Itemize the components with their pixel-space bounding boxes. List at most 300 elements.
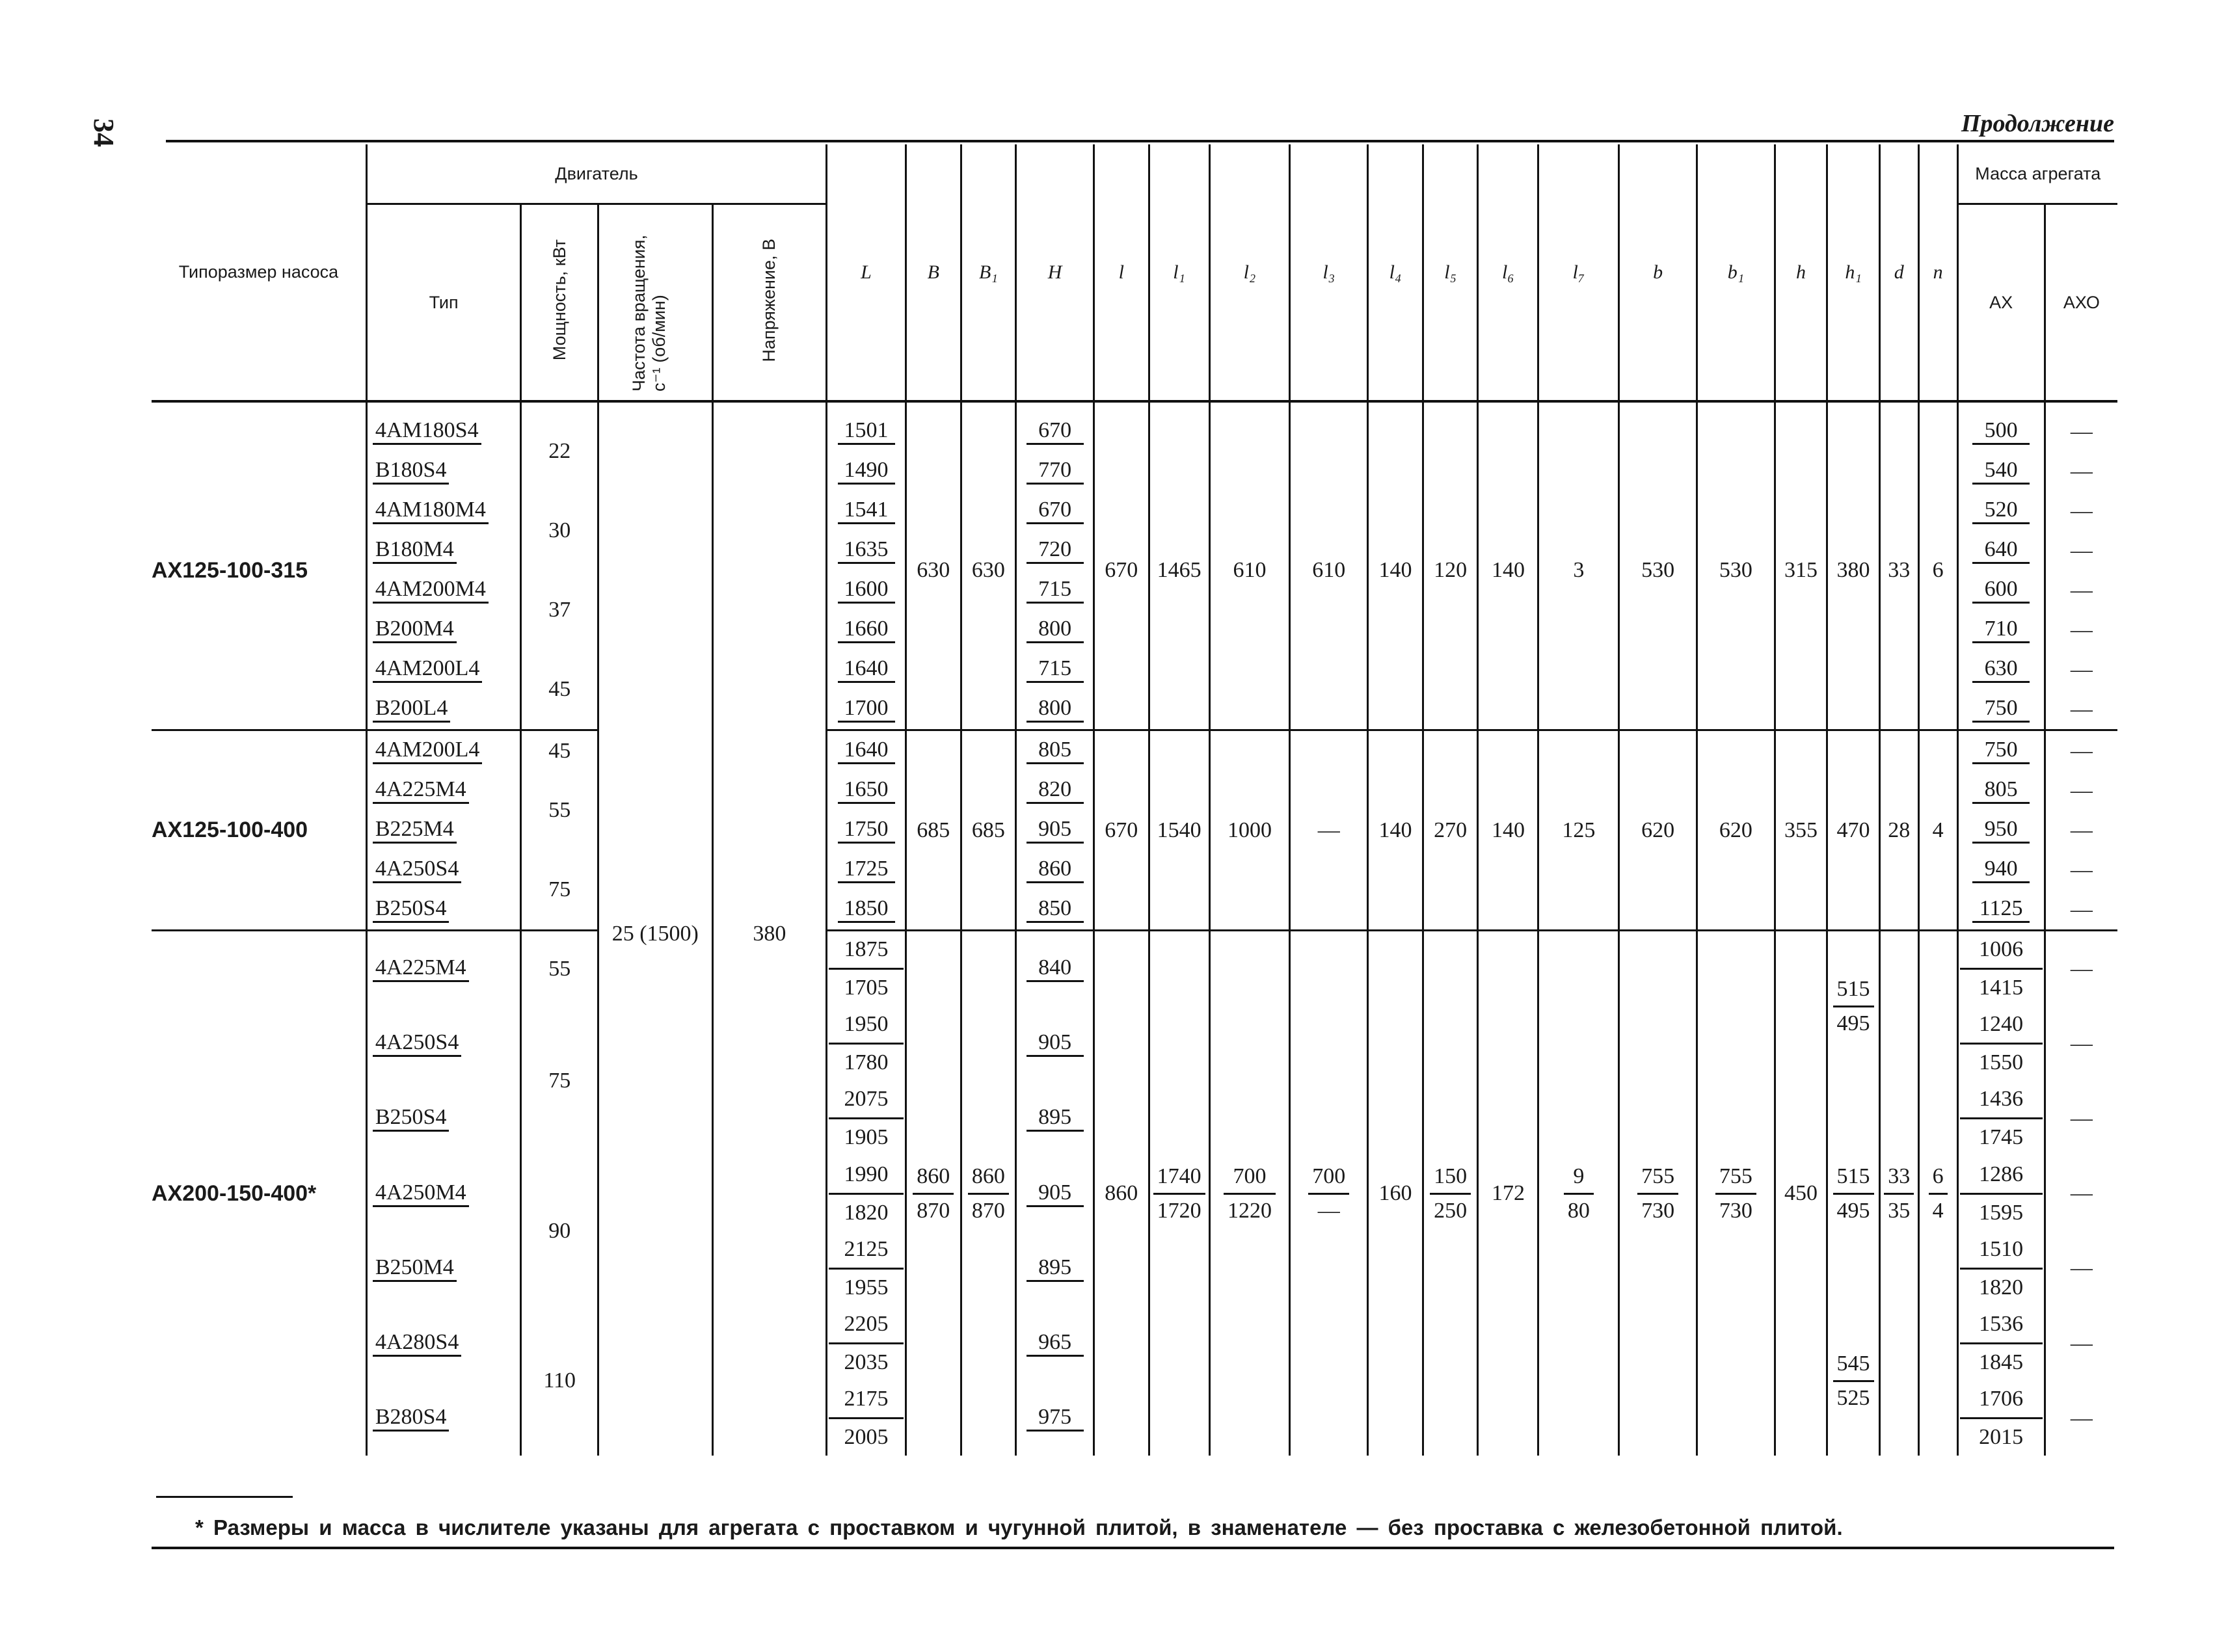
L-cell: [827, 1381, 906, 1456]
mass-axo-cell: [2045, 451, 2117, 491]
mass-axo-value: —: [2070, 578, 2093, 602]
mass-axo-cell: [2045, 570, 2117, 610]
mass-ax-cell: [1957, 531, 2045, 570]
B1-value-cell: [961, 931, 1016, 1456]
motor-type: 4АМ180М4: [373, 498, 489, 524]
mass-axo-cell: [2045, 771, 2117, 810]
mass-ax-value: 750: [1972, 738, 2030, 764]
L-cell: [827, 689, 906, 730]
l4-value: 160: [1378, 1181, 1412, 1206]
L-value: 2125 1955: [829, 1231, 904, 1306]
H-value: 715: [1027, 656, 1084, 683]
mass-ax-cell: [1957, 401, 2045, 451]
H-value: 770: [1027, 458, 1084, 485]
pump-units-table: [152, 144, 2117, 1456]
H-value: 670: [1027, 418, 1084, 445]
mass-axo-value: —: [2070, 697, 2093, 721]
mass-axo-cell: [2045, 1006, 2117, 1081]
L-value: 1950 1780: [829, 1006, 904, 1081]
mass-axo-value: —: [2070, 857, 2093, 882]
power-value: 55: [548, 956, 571, 981]
bottom-rule: [152, 1547, 2114, 1549]
pump-size: АХ125-100-400: [152, 818, 308, 842]
H-cell: [1016, 531, 1094, 570]
l-value: 670: [1105, 558, 1138, 582]
header-l: l: [1094, 144, 1149, 400]
mass-ax-cell: [1957, 810, 2045, 850]
motor-type-cell: [366, 689, 520, 730]
mass-ax-cell: [1957, 491, 2045, 531]
h-value: 355: [1784, 818, 1818, 842]
L-cell: [827, 1006, 906, 1081]
l1-value: 1540: [1157, 818, 1201, 842]
mass-axo-cell: [2045, 850, 2117, 890]
header-l3: l₃: [1290, 144, 1368, 400]
L-cell: [827, 570, 906, 610]
l2-value-cell: [1209, 730, 1290, 931]
b-value-cell: [1619, 730, 1697, 931]
l4-value-cell: [1368, 730, 1423, 931]
mass-axo-value: —: [2070, 459, 2093, 483]
header-voltage: Напряжение, В: [712, 204, 827, 401]
power-cell: [521, 401, 598, 491]
header-d: d: [1879, 144, 1918, 400]
l6-value: 140: [1491, 818, 1525, 842]
h-value-cell: [1775, 931, 1827, 1456]
motor-type: В225М4: [373, 817, 457, 844]
mass-ax-cell: [1957, 730, 2045, 771]
l7-value: $\frac{9}{80}$: [1564, 1160, 1594, 1227]
l1-value-cell: [1149, 401, 1209, 730]
mass-ax-value: 1240 1550: [1960, 1006, 2043, 1081]
l7-value: 125: [1562, 818, 1596, 842]
motor-type-cell: [366, 771, 520, 810]
d-value: $\frac{33}{35}$: [1884, 1160, 1914, 1227]
mass-ax-value: 1006 1415: [1960, 931, 2043, 1006]
l2-value-cell: [1209, 931, 1290, 1456]
H-value: 905: [1027, 1030, 1084, 1057]
B1-value-cell: [961, 401, 1016, 730]
motor-type: В180S4: [373, 458, 450, 485]
power-value: 37: [548, 598, 571, 622]
header-b: b: [1619, 144, 1697, 400]
motor-type: 4А225М4: [373, 777, 469, 804]
H-cell: [1016, 1156, 1094, 1231]
L-cell: [827, 451, 906, 491]
l-value: 860: [1105, 1181, 1138, 1206]
H-cell: [1016, 650, 1094, 689]
header-n: n: [1918, 144, 1957, 400]
mass-axo-value: —: [2070, 738, 2093, 763]
mass-ax-cell: [1957, 931, 2045, 1007]
n-value: 6: [1932, 558, 1944, 582]
B-value: $\frac{860}{870}$: [913, 1160, 954, 1227]
H-value: 820: [1027, 777, 1084, 804]
L-cell: [827, 850, 906, 890]
motor-type-cell: [366, 1231, 520, 1306]
b1-value: 530: [1719, 558, 1752, 582]
rotation-value: 25 (1500): [611, 921, 699, 946]
H-value: 840: [1027, 955, 1084, 982]
b-value-cell: [1619, 401, 1697, 730]
h1-value: $\frac{515}{495}$: [1833, 1160, 1874, 1227]
b-value: $\frac{755}{730}$: [1637, 1160, 1678, 1227]
header-pump-size: Типоразмер насоса: [178, 262, 339, 282]
B-value-cell: [906, 730, 961, 931]
l5-value-cell: [1423, 730, 1478, 931]
L-value: 1635: [838, 537, 895, 564]
L-cell: [827, 1156, 906, 1231]
table-row: [152, 401, 2117, 451]
header-l4: l₄: [1368, 144, 1423, 400]
header-l5: l₅: [1423, 144, 1478, 400]
d-value: 28: [1888, 818, 1911, 842]
L-value: 1640: [838, 738, 895, 764]
motor-type: 4А225М4: [373, 955, 469, 982]
motor-type-cell: [366, 730, 520, 771]
l1-value-cell: [1149, 730, 1209, 931]
L-value: 2175 2005: [829, 1381, 904, 1456]
L-value: 2205 2035: [829, 1306, 904, 1381]
H-value: 850: [1027, 896, 1084, 923]
motor-type-cell: [366, 401, 520, 451]
L-cell: [827, 650, 906, 689]
H-value: 860: [1027, 857, 1084, 883]
mass-ax-value: 1286 1595: [1960, 1156, 2043, 1231]
h1-cell: [1827, 1081, 1880, 1306]
table-row: [152, 931, 2117, 1007]
pump-size: АХ200-150-400*: [152, 1180, 317, 1206]
b1-value-cell: [1697, 401, 1775, 730]
voltage-value: 380: [753, 921, 786, 946]
H-value: 670: [1027, 498, 1084, 524]
power-value: 30: [548, 518, 571, 542]
L-value: 1750: [838, 817, 895, 844]
mass-axo-cell: [2045, 1306, 2117, 1381]
motor-type: 4А250S4: [373, 857, 461, 883]
H-value: 800: [1027, 696, 1084, 723]
H-value: 965: [1027, 1330, 1084, 1357]
voltage-cell: [712, 401, 827, 1456]
H-cell: [1016, 401, 1094, 451]
mass-ax-cell: [1957, 1231, 2045, 1306]
b1-value-cell: [1697, 730, 1775, 931]
header-l6: l₆: [1478, 144, 1538, 400]
l5-value-cell: [1423, 931, 1478, 1456]
l6-value-cell: [1478, 401, 1538, 730]
H-cell: [1016, 491, 1094, 531]
power-cell: [521, 850, 598, 931]
mass-axo-cell: [2045, 610, 2117, 650]
power-value: 55: [548, 798, 571, 822]
header-rotation: Частота вращения, с⁻¹ (об/мин): [598, 204, 713, 401]
b-value: 620: [1641, 818, 1675, 842]
l7-value: 3: [1573, 558, 1585, 582]
motor-type-cell: [366, 451, 520, 491]
h1-value-cell: [1827, 730, 1880, 931]
mass-axo-cell: [2045, 1381, 2117, 1456]
h1-value: 380: [1836, 558, 1870, 582]
header-mass-ax: АХ: [1957, 204, 2045, 401]
mass-axo-value: —: [2070, 897, 2093, 922]
mass-ax-value: 950: [1972, 817, 2030, 844]
l5-value: 270: [1434, 818, 1468, 842]
H-cell: [1016, 1381, 1094, 1456]
mass-axo-cell: [2045, 1081, 2117, 1156]
mass-ax-cell: [1957, 850, 2045, 890]
L-cell: [827, 1081, 906, 1156]
l6-value-cell: [1478, 931, 1538, 1456]
l3-value-cell: [1290, 730, 1368, 931]
l5-value-cell: [1423, 401, 1478, 730]
motor-type-cell: [366, 810, 520, 850]
L-value: 1660: [838, 617, 895, 643]
mass-axo-cell: [2045, 931, 2117, 1007]
L-value: 1600: [838, 577, 895, 604]
pump-size-cell: [152, 931, 366, 1456]
mass-axo-value: —: [2070, 1031, 2093, 1056]
H-cell: [1016, 1006, 1094, 1081]
motor-type: 4А250S4: [373, 1030, 461, 1057]
mass-ax-value: 540: [1972, 458, 2030, 485]
mass-axo-cell: [2045, 890, 2117, 931]
mass-ax-value: 640: [1972, 537, 2030, 564]
B-value: 630: [917, 558, 950, 582]
power-value: 110: [543, 1368, 576, 1393]
L-cell: [827, 1306, 906, 1381]
H-cell: [1016, 1231, 1094, 1306]
header-l7: l₇: [1538, 144, 1619, 400]
mass-ax-value: 1510 1820: [1960, 1231, 2043, 1306]
mass-axo-value: —: [2070, 538, 2093, 563]
l3-value: —: [1317, 818, 1340, 842]
L-value: 1501: [838, 418, 895, 445]
L-value: 1700: [838, 696, 895, 723]
L-value: 1541: [838, 498, 895, 524]
mass-ax-cell: [1957, 1006, 2045, 1081]
mass-axo-value: —: [2070, 498, 2093, 523]
mass-axo-value: —: [2070, 419, 2093, 444]
mass-axo-cell: [2045, 491, 2117, 531]
power-value: 75: [548, 1069, 571, 1093]
mass-ax-value: 630: [1972, 656, 2030, 683]
mass-axo-value: —: [2070, 1106, 2093, 1130]
l3-value-cell: [1290, 401, 1368, 730]
h1-value: $\frac{515}{495}$: [1833, 973, 1874, 1039]
footnote: * Размеры и масса в числителе указаны для агрегата с проставком и чугунной плитой, в знаменателе — без проставка с железобетонной плитой.: [195, 1515, 1843, 1539]
b-value: 530: [1641, 558, 1675, 582]
mass-ax-value: 520: [1972, 498, 2030, 524]
l4-value: 140: [1378, 818, 1412, 842]
L-cell: [827, 610, 906, 650]
H-cell: [1016, 570, 1094, 610]
B1-value: $\frac{860}{870}$: [968, 1160, 1009, 1227]
L-cell: [827, 531, 906, 570]
mass-axo-value: —: [2070, 657, 2093, 682]
L-cell: [827, 890, 906, 931]
power-cell: [521, 570, 598, 650]
L-value: 2075 1905: [829, 1081, 904, 1156]
l6-value-cell: [1478, 730, 1538, 931]
motor-type: 4А280S4: [373, 1330, 461, 1357]
mass-ax-value: 600: [1972, 577, 2030, 604]
mass-ax-value: 710: [1972, 617, 2030, 643]
n-value-cell: [1918, 931, 1957, 1456]
power-cell: [521, 730, 598, 771]
motor-type-cell: [366, 491, 520, 531]
mass-axo-cell: [2045, 401, 2117, 451]
B1-value: 685: [971, 818, 1005, 842]
l1-value-cell: [1149, 931, 1209, 1456]
motor-type-cell: [366, 1006, 520, 1081]
h-value-cell: [1775, 730, 1827, 931]
power-value: 22: [548, 439, 571, 463]
motor-type: 4АМ180S4: [373, 418, 481, 445]
pump-size-cell: [152, 730, 366, 931]
l3-value-cell: [1290, 931, 1368, 1456]
H-value: 975: [1027, 1405, 1084, 1432]
mass-ax-cell: [1957, 610, 2045, 650]
L-cell: [827, 491, 906, 531]
motor-type: В250S4: [373, 1105, 450, 1132]
footnote-rule: [156, 1496, 293, 1498]
power-value: 45: [548, 677, 571, 701]
top-rule: [166, 140, 2114, 142]
power-cell: [521, 1306, 598, 1456]
l1-value: 1465: [1157, 558, 1201, 582]
B-value: 685: [917, 818, 950, 842]
mass-axo-cell: [2045, 810, 2117, 850]
mass-axo-value: —: [2070, 778, 2093, 803]
mass-ax-cell: [1957, 1381, 2045, 1456]
mass-axo-value: —: [2070, 1331, 2093, 1355]
motor-type: 4АМ200L4: [373, 738, 483, 764]
motor-type-cell: [366, 650, 520, 689]
H-cell: [1016, 771, 1094, 810]
h1-cell: [1827, 1306, 1880, 1456]
header-h: h: [1775, 144, 1827, 400]
table-row: [152, 730, 2117, 771]
l1-value: $\frac{1740}{1720}$: [1153, 1160, 1205, 1227]
d-value: 33: [1888, 558, 1911, 582]
table-body: [152, 401, 2117, 1456]
H-value: 805: [1027, 738, 1084, 764]
d-value-cell: [1879, 931, 1918, 1456]
l2-value: 1000: [1227, 818, 1272, 842]
d-value-cell: [1879, 401, 1918, 730]
H-cell: [1016, 931, 1094, 1007]
header-power: Мощность, кВт: [521, 204, 598, 401]
L-value: 1725: [838, 857, 895, 883]
motor-type: В200М4: [373, 617, 457, 643]
n-value-cell: [1918, 401, 1957, 730]
mass-axo-value: —: [2070, 956, 2093, 981]
l3-value: 610: [1312, 558, 1346, 582]
l2-value: $\frac{700}{1220}$: [1224, 1160, 1276, 1227]
mass-ax-cell: [1957, 689, 2045, 730]
l4-value-cell: [1368, 931, 1423, 1456]
L-cell: [827, 931, 906, 1007]
mass-ax-cell: [1957, 1306, 2045, 1381]
h1-value: 470: [1836, 818, 1870, 842]
motor-type: В200L4: [373, 696, 450, 723]
mass-ax-cell: [1957, 1156, 2045, 1231]
power-cell: [521, 650, 598, 730]
mass-ax-cell: [1957, 451, 2045, 491]
H-value: 720: [1027, 537, 1084, 564]
mass-ax-value: 750: [1972, 696, 2030, 723]
H-cell: [1016, 1081, 1094, 1156]
motor-type-cell: [366, 531, 520, 570]
l5-value: 120: [1434, 558, 1468, 582]
header-b1: b₁: [1697, 144, 1775, 400]
power-value: 90: [548, 1218, 571, 1243]
mass-ax-value: 1125: [1972, 896, 2030, 923]
power-cell: [521, 771, 598, 850]
pump-size: АХ125-100-315: [152, 557, 308, 583]
H-value: 895: [1027, 1255, 1084, 1282]
header-mass: Масса агрегата: [1957, 144, 2117, 204]
motor-type: 4АМ200М4: [373, 577, 489, 604]
mass-ax-value: 940: [1972, 857, 2030, 883]
d-value-cell: [1879, 730, 1918, 931]
mass-axo-value: —: [2070, 1181, 2093, 1206]
header-B1: B₁: [961, 144, 1016, 400]
l6-value: 140: [1491, 558, 1525, 582]
motor-type-cell: [366, 1381, 520, 1456]
L-value: 1490: [838, 458, 895, 485]
H-cell: [1016, 689, 1094, 730]
header-motor: Двигатель: [366, 144, 826, 204]
L-value: 1850: [838, 896, 895, 923]
header-h1: h₁: [1827, 144, 1880, 400]
motor-type-cell: [366, 850, 520, 890]
h1-value-cell: [1827, 401, 1880, 730]
mass-ax-value: 1706 2015: [1960, 1381, 2043, 1456]
motor-type-cell: [366, 1156, 520, 1231]
H-cell: [1016, 1306, 1094, 1381]
H-value: 715: [1027, 577, 1084, 604]
continuation-label: Продолжение: [1961, 110, 2114, 137]
page-number: 34: [88, 118, 120, 147]
mass-ax-cell: [1957, 650, 2045, 689]
l-value-cell: [1094, 730, 1149, 931]
L-cell: [827, 730, 906, 771]
mass-ax-value: 1436 1745: [1960, 1081, 2043, 1156]
motor-type-cell: [366, 1081, 520, 1156]
B-value-cell: [906, 401, 961, 730]
power-value: 45: [548, 738, 571, 763]
header-B: B: [906, 144, 961, 400]
header-l2: l₂: [1209, 144, 1290, 400]
n-value-cell: [1918, 730, 1957, 931]
H-cell: [1016, 730, 1094, 771]
l-value-cell: [1094, 401, 1149, 730]
mass-axo-value: —: [2070, 818, 2093, 842]
mass-ax-cell: [1957, 890, 2045, 931]
header-motor-type: Тип: [366, 204, 520, 401]
l2-value: 610: [1233, 558, 1267, 582]
l6-value: 172: [1491, 1181, 1525, 1206]
table-header: [152, 144, 2117, 401]
header-mass-axo: АХО: [2045, 204, 2117, 401]
mass-ax-value: 805: [1972, 777, 2030, 804]
L-value: 1650: [838, 777, 895, 804]
power-cell: [521, 931, 598, 1007]
b1-value: 620: [1719, 818, 1752, 842]
mass-ax-value: 1536 1845: [1960, 1306, 2043, 1381]
l5-value: $\frac{150}{250}$: [1430, 1160, 1471, 1227]
